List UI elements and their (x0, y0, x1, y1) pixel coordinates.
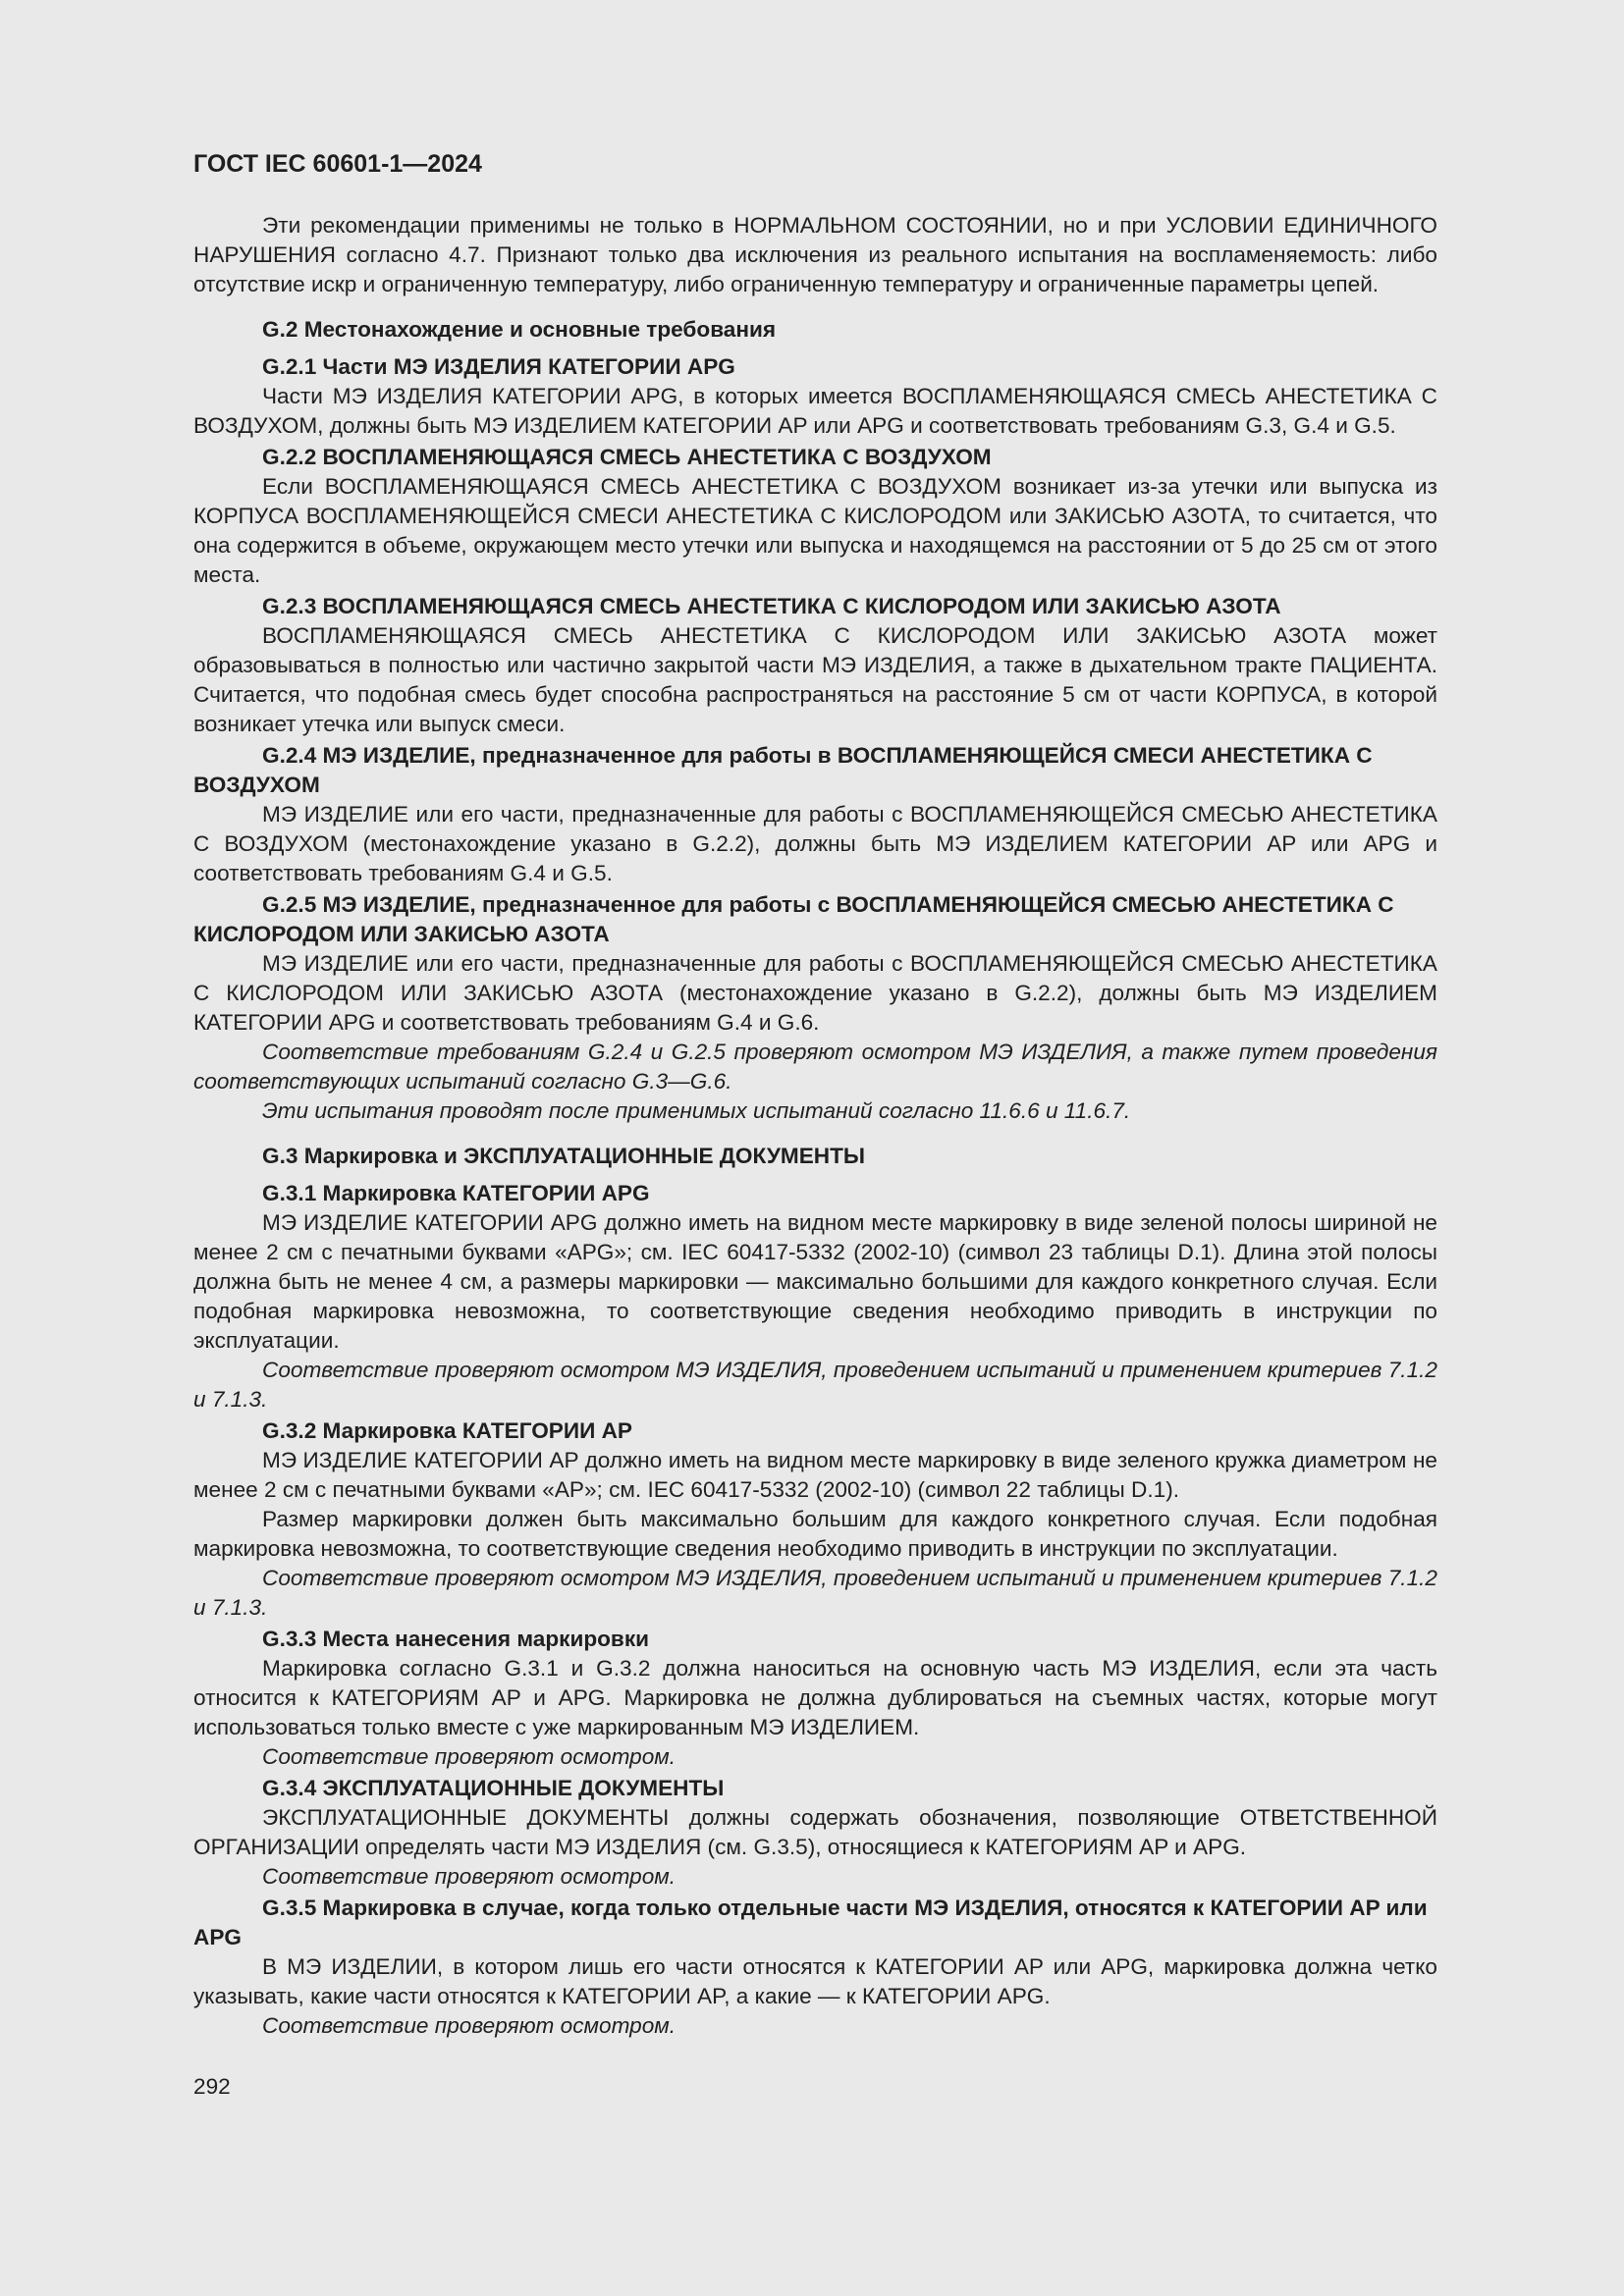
compliance-note: Эти испытания проводят после применимых испытаний согласно 11.6.6 и 11.6.7. (262, 1098, 1131, 1123)
paragraph: В МЭ ИЗДЕЛИИ, в котором лишь его части относятся к КАТЕГОРИИ AP или APG, маркировка должна четко указывать, какие части относятся к КАТЕГОРИИ AP, а какие — к КАТЕГОРИИ APG. (193, 1954, 1437, 2008)
paragraph: Если ВОСПЛАМЕНЯЮЩАЯСЯ СМЕСЬ АНЕСТЕТИКА С ВОЗДУХОМ возникает из-за утечки или выпуска из КОРПУСА ВОСПЛАМЕНЯЮЩЕЙСЯ СМЕСИ АНЕСТЕТИКА С КИСЛОРОДОМ или ЗАКИСЬЮ АЗОТА, то считается, что она содержится в объеме, окружающем место утечки или выпуска и находящемся на расстоянии от 5 до 25 см от этого места. (193, 474, 1437, 587)
paragraph: МЭ ИЗДЕЛИЕ КАТЕГОРИИ AP должно иметь на видном месте маркировку в виде зеленого кружка диаметром не менее 2 см с печатными буквами «AP»; см. IEC 60417-5332 (2002-10) (символ 22 таблицы D.1). (193, 1448, 1437, 1502)
subsection-heading: G.2.1 Части МЭ ИЗДЕЛИЯ КАТЕГОРИИ APG (262, 354, 735, 379)
subsection-heading: G.2.2 ВОСПЛАМЕНЯЮЩАЯСЯ СМЕСЬ АНЕСТЕТИКА С ВОЗДУХОМ (262, 445, 992, 469)
compliance-note: Соответствие проверяют осмотром МЭ ИЗДЕЛИЯ, проведением испытаний и применением критериев 7.1.2 и 7.1.3. (193, 1358, 1437, 1412)
paragraph: Эти рекомендации применимы не только в НОРМАЛЬНОМ СОСТОЯНИИ, но и при УСЛОВИИ ЕДИНИЧНОГО НАРУШЕНИЯ согласно 4.7. Признают только два исключения из реального испытания на воспламеняемость: либо отсутствие искр и ограниченную температуру, либо ограниченную температуру и ограниченные параметры цепей. (193, 213, 1437, 296)
compliance-note: Соответствие проверяют осмотром. (262, 1744, 677, 1769)
subsection-heading: G.3.4 ЭКСПЛУАТАЦИОННЫЕ ДОКУМЕНТЫ (262, 1776, 725, 1800)
subsection-heading: G.3.2 Маркировка КАТЕГОРИИ AP (262, 1418, 632, 1443)
compliance-note: Соответствие проверяют осмотром. (262, 1864, 677, 1889)
page-number: 292 (193, 2074, 231, 2099)
paragraph: ВОСПЛАМЕНЯЮЩАЯСЯ СМЕСЬ АНЕСТЕТИКА С КИСЛОРОДОМ ИЛИ ЗАКИСЬЮ АЗОТА может образовываться в полностью или частично закрытой части МЭ ИЗДЕЛИЯ, а также в дыхательном тракте ПАЦИЕНТА. Считается, что подобная смесь будет способна распространяться на расстояние 5 см от части КОРПУСА, в которой возникает утечка или выпуск смеси. (193, 623, 1437, 736)
subsection-heading: G.3.1 Маркировка КАТЕГОРИИ APG (262, 1181, 650, 1205)
document-header-title: ГОСТ IEC 60601-1—2024 (193, 150, 482, 178)
paragraph: Маркировка согласно G.3.1 и G.3.2 должна наноситься на основную часть МЭ ИЗДЕЛИЯ, если эта часть относится к КАТЕГОРИЯМ AP и APG. Маркировка не должна дублироваться на съемных частях, которые могут использоваться только вместе с уже маркированным МЭ ИЗДЕЛИЕМ. (193, 1656, 1437, 1739)
paragraph: МЭ ИЗДЕЛИЕ КАТЕГОРИИ APG должно иметь на видном месте маркировку в виде зеленой полосы шириной не менее 2 см с печатными буквами «APG»; см. IEC 60417-5332 (2002-10) (символ 23 таблицы D.1). Длина этой полосы должна быть не менее 4 см, а размеры маркировки — максимально большими для каждого конкретного случая. Если подобная маркировка невозможна, то соответствующие сведения необходимо приводить в инструкции по эксплуатации. (193, 1210, 1437, 1353)
subsection-heading: G.2.4 МЭ ИЗДЕЛИЕ, предназначенное для работы в ВОСПЛАМЕНЯЮЩЕЙСЯ СМЕСИ АНЕСТЕТИКА С ВОЗДУХОМ (193, 743, 1373, 797)
paragraph: Размер маркировки должен быть максимально большим для каждого конкретного случая. Если подобная маркировка невозможна, то соответствующие сведения необходимо приводить в инструкции по эксплуатации. (193, 1507, 1437, 1561)
paragraph: Части МЭ ИЗДЕЛИЯ КАТЕГОРИИ APG, в которых имеется ВОСПЛАМЕНЯЮЩАЯСЯ СМЕСЬ АНЕСТЕТИКА С ВОЗДУХОМ, должны быть МЭ ИЗДЕЛИЕМ КАТЕГОРИИ AP или APG и соответствовать требованиям G.3, G.4 и G.5. (193, 384, 1437, 438)
paragraph: МЭ ИЗДЕЛИЕ или его части, предназначенные для работы с ВОСПЛАМЕНЯЮЩЕЙСЯ СМЕСЬЮ АНЕСТЕТИКА С КИСЛОРОДОМ ИЛИ ЗАКИСЬЮ АЗОТА (местонахождение указано в G.2.2), должны быть МЭ ИЗДЕЛИЕМ КАТЕГОРИИ APG и соответствовать требованиям G.4 и G.6. (193, 951, 1437, 1035)
subsection-heading: G.2.3 ВОСПЛАМЕНЯЮЩАЯСЯ СМЕСЬ АНЕСТЕТИКА С КИСЛОРОДОМ ИЛИ ЗАКИСЬЮ АЗОТА (262, 594, 1281, 618)
paragraph: МЭ ИЗДЕЛИЕ или его части, предназначенные для работы с ВОСПЛАМЕНЯЮЩЕЙСЯ СМЕСЬЮ АНЕСТЕТИКА С ВОЗДУХОМ (местонахождение указано в G.2.2), должны быть МЭ ИЗДЕЛИЕМ КАТЕГОРИИ AP или APG и соответствовать требованиям G.4 и G.5. (193, 802, 1437, 885)
section-heading: G.2 Местонахождение и основные требования (262, 317, 777, 342)
subsection-heading: G.3.3 Места нанесения маркировки (262, 1627, 650, 1651)
subsection-heading: G.3.5 Маркировка в случае, когда только отдельные части МЭ ИЗДЕЛИЯ, относятся к КАТЕГОРИИ AP или APG (193, 1896, 1428, 1949)
subsection-heading: G.2.5 МЭ ИЗДЕЛИЕ, предназначенное для работы с ВОСПЛАМЕНЯЮЩЕЙСЯ СМЕСЬЮ АНЕСТЕТИКА С КИСЛОРОДОМ ИЛИ ЗАКИСЬЮ АЗОТА (193, 892, 1394, 946)
section-heading: G.3 Маркировка и ЭКСПЛУАТАЦИОННЫЕ ДОКУМЕНТЫ (262, 1144, 866, 1168)
compliance-note: Соответствие проверяют осмотром. (262, 2013, 677, 2038)
document-body (193, 211, 1437, 2041)
compliance-note: Соответствие проверяют осмотром МЭ ИЗДЕЛИЯ, проведением испытаний и применением критериев 7.1.2 и 7.1.3. (193, 1566, 1437, 1620)
paragraph: ЭКСПЛУАТАЦИОННЫЕ ДОКУМЕНТЫ должны содержать обозначения, позволяющие ОТВЕТСТВЕННОЙ ОРГАНИЗАЦИИ определять части МЭ ИЗДЕЛИЯ (см. G.3.5), относящиеся к КАТЕГОРИЯМ AP и APG. (193, 1805, 1437, 1859)
compliance-note: Соответствие требованиям G.2.4 и G.2.5 проверяют осмотром МЭ ИЗДЕЛИЯ, а также путем проведения соответствующих испытаний согласно G.3—G.6. (193, 1040, 1437, 1094)
